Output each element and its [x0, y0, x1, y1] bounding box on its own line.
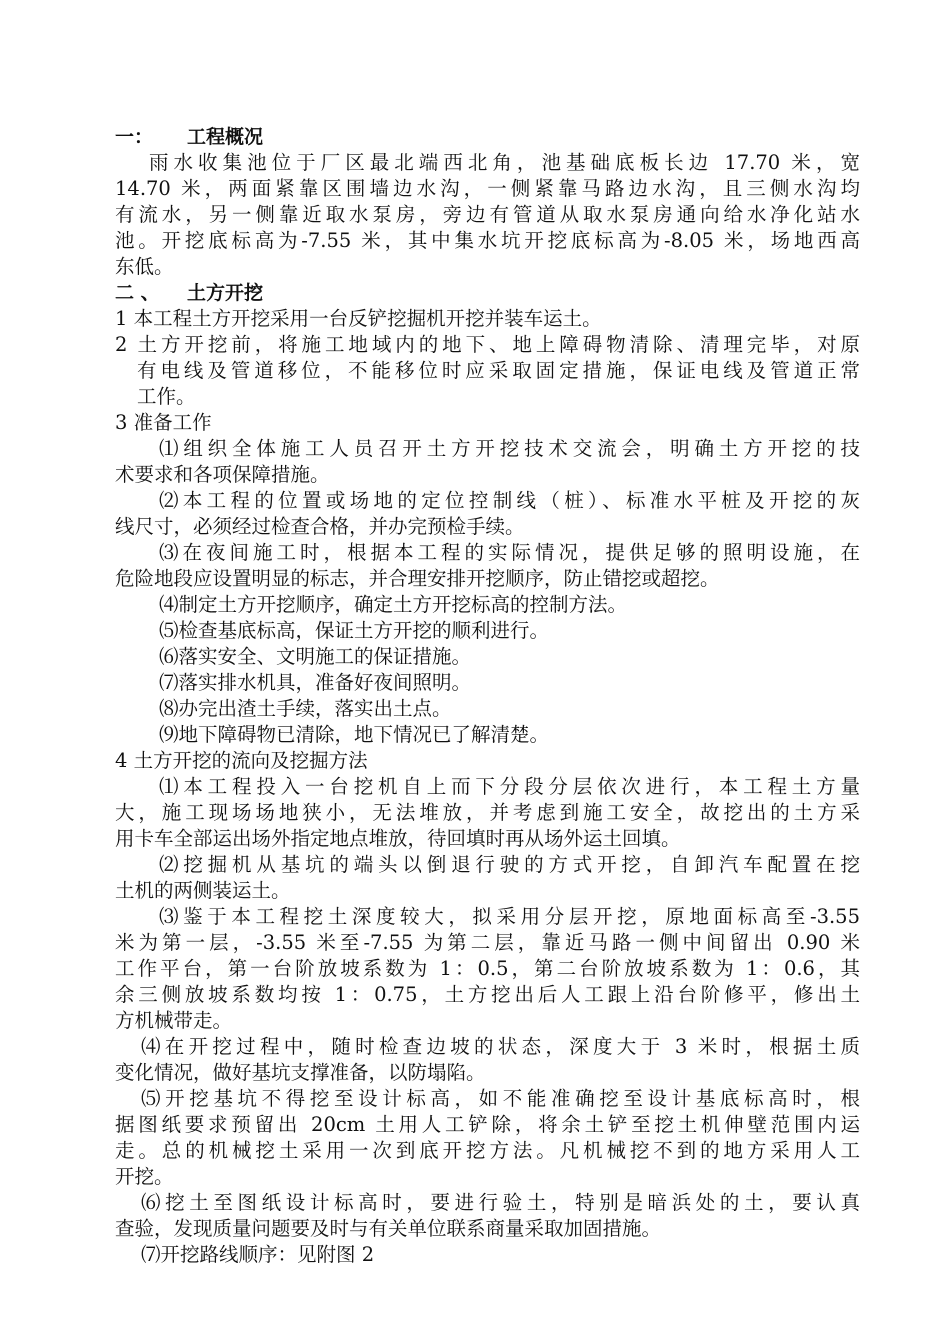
- list-item: ⑹落实安全、文明施工的保证措施。: [159, 645, 472, 668]
- list-item: ⑵本工程的位置或场地的定位控制线（桩）、标准水平桩及开挖的灰: [159, 489, 860, 512]
- subsection-title: 4 土方开挖的流向及挖掘方法: [115, 749, 368, 772]
- list-item-continuation: 余三侧放坡系数均按 1：0.75，土方挖出后人工跟上沿台阶修平，修出土: [115, 983, 860, 1006]
- list-item-continuation: 术要求和各项保障措施。: [115, 463, 330, 486]
- list-item: ⑴组织全体施工人员召开土方开挖技术交流会，明确土方开挖的技: [159, 437, 860, 460]
- section-title: 土方开挖: [187, 282, 264, 304]
- list-item: ⑵挖掘机从基坑的端头以倒退行驶的方式开挖，自卸汽车配置在挖: [159, 853, 860, 876]
- list-item-continuation: 用卡车全部运出场外指定地点堆放，待回填时再从场外运土回填。: [115, 827, 681, 850]
- list-item: ⑻办完出渣土手续，落实出土点。: [159, 697, 452, 720]
- list-item-continuation: 走。总的机械挖土采用一次到底开挖方法。凡机械挖不到的地方采用人工: [115, 1139, 860, 1162]
- list-item-continuation: 线尺寸，必须经过检查合格，并办完预检手续。: [115, 515, 525, 538]
- list-item-continuation: 工作。: [137, 385, 196, 408]
- list-item-continuation: 土机的两侧装运土。: [115, 879, 291, 902]
- list-item: ⑶在夜间施工时，根据本工程的实际情况，提供足够的照明设施，在: [159, 541, 860, 564]
- paragraph-line: 14.70 米，两面紧靠区围墙边水沟，一侧紧靠马路边水沟，且三侧水沟均: [115, 177, 860, 200]
- list-item-continuation: 工作平台，第一台阶放坡系数为 1：0.5，第二台阶放坡系数为 1：0.6，其: [115, 957, 860, 980]
- list-item-continuation: 查验，发现质量问题要及时与有关单位联系商量采取加固措施。: [115, 1217, 662, 1240]
- list-item: ⑸开挖基坑不得挖至设计标高，如不能准确挖至设计基底标高时，根: [141, 1087, 860, 1110]
- subsection-title: 3 准备工作: [115, 411, 212, 434]
- list-item-continuation: 有电线及管道移位，不能移位时应采取固定措施，保证电线及管道正常: [137, 359, 860, 382]
- list-item-continuation: 变化情况，做好基坑支撑准备，以防塌陷。: [115, 1061, 486, 1084]
- list-item-continuation: 开挖。: [115, 1165, 174, 1188]
- paragraph-line: 池。开挖底标高为-7.55 米，其中集水坑开挖底标高为-8.05 米，场地西高: [115, 229, 860, 252]
- paragraph-line: 有流水，另一侧靠近取水泵房，旁边有管道从取水泵房通向给水净化站水: [115, 203, 860, 226]
- paragraph-line: 雨水收集池位于厂区最北端西北角，池基础底板长边 17.70 米，宽: [149, 151, 860, 174]
- list-item: ⑷制定土方开挖顺序，确定土方开挖标高的控制方法。: [159, 593, 628, 616]
- section-number: 一：: [115, 126, 154, 148]
- list-item: ⑷在开挖过程中，随时检查边坡的状态，深度大于 3 米时，根据土质: [141, 1035, 860, 1058]
- list-item: ⑹挖土至图纸设计标高时，要进行验土，特别是暗浜处的土，要认真: [141, 1191, 860, 1214]
- list-item-continuation: 米为第一层，-3.55 米至-7.55 为第二层，靠近马路一侧中间留出 0.90 米: [115, 931, 860, 954]
- section-heading-overview: [115, 124, 860, 150]
- list-item: ⑶鉴于本工程挖土深度较大，拟采用分层开挖，原地面标高至-3.55: [159, 905, 860, 928]
- list-item: ⑺落实排水机具，准备好夜间照明。: [159, 671, 472, 694]
- list-item-continuation: 据图纸要求预留出 20cm 土用人工铲除，将余土铲至挖土机伸壁范围内运: [115, 1113, 860, 1136]
- section-heading-excavation: [115, 280, 860, 306]
- section-number: 二 、: [115, 282, 160, 304]
- list-item: 1 本工程土方开挖采用一台反铲挖掘机开挖并装车运土。: [115, 307, 602, 330]
- list-item: ⑸检查基底标高，保证土方开挖的顺利进行。: [159, 619, 550, 642]
- list-item-continuation: 危险地段应设置明显的标志，并合理安排开挖顺序，防止错挖或超挖。: [115, 567, 720, 590]
- list-item: 2 土方开挖前，将施工地域内的地下、地上障碍物清除、清理完毕，对原: [115, 333, 860, 356]
- list-item: ⑺开挖路线顺序：见附图 2: [141, 1243, 375, 1266]
- list-item-continuation: 方机械带走。: [115, 1009, 233, 1032]
- list-item: ⑴本工程投入一台挖机自上而下分段分层依次进行，本工程土方量: [159, 775, 860, 798]
- document-page: [115, 124, 860, 1268]
- list-item-continuation: 大，施工现场场地狭小，无法堆放，并考虑到施工安全，故挖出的土方采: [115, 801, 860, 824]
- paragraph-line: 东低。: [115, 255, 174, 278]
- list-item: ⑼地下障碍物已清除，地下情况已了解清楚。: [159, 723, 550, 746]
- section-title: 工程概况: [187, 126, 264, 148]
